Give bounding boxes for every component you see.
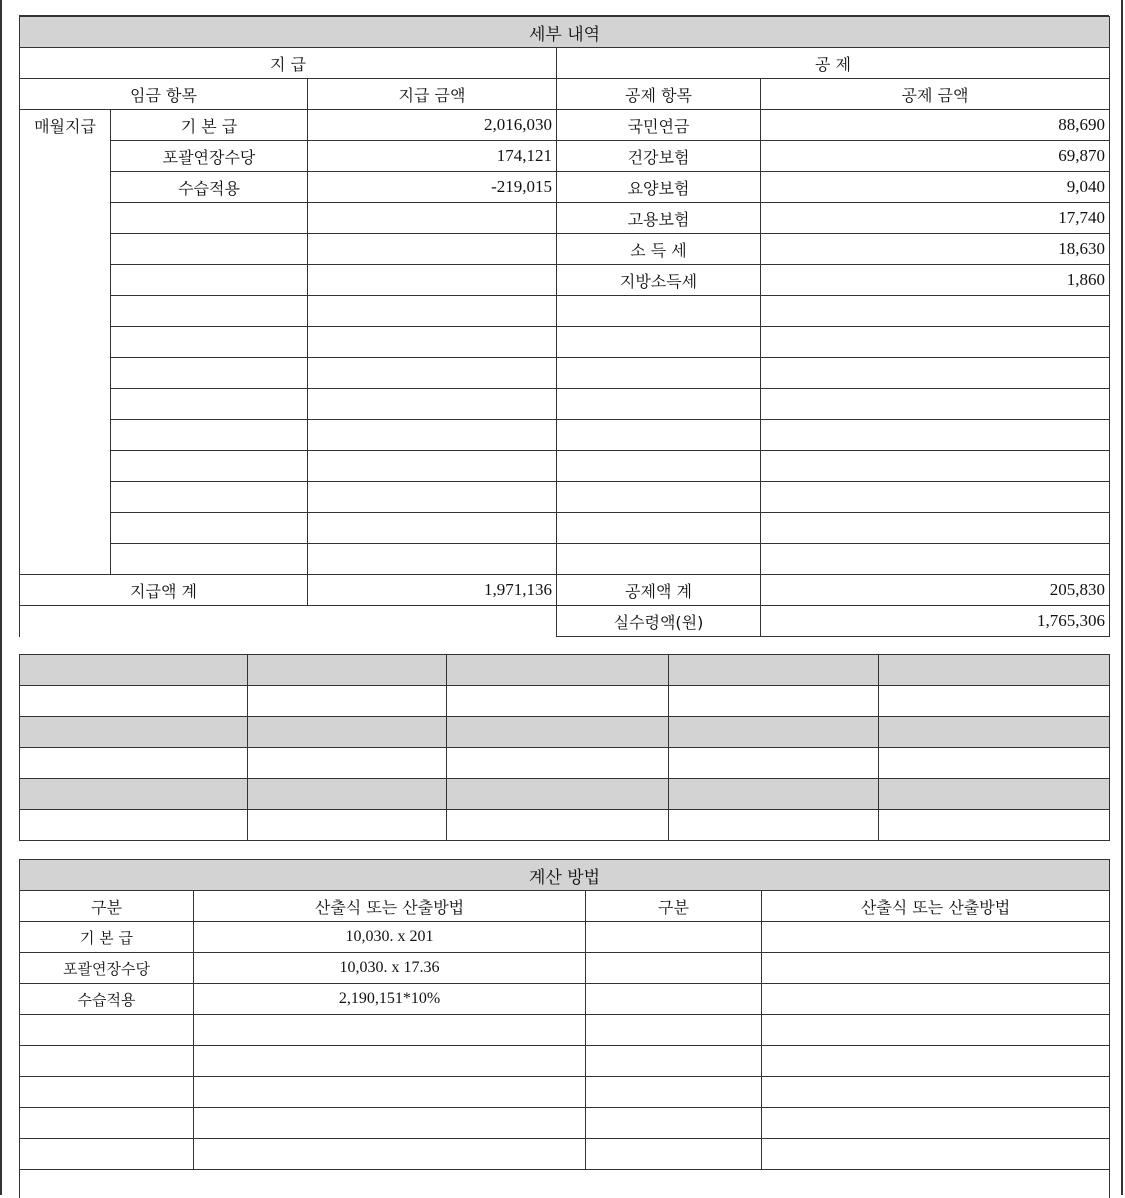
calc-footer-row (20, 1170, 1110, 1198)
empty-row (20, 389, 1110, 420)
empty-row (20, 296, 1110, 327)
calc-category: 기 본 급 (20, 922, 194, 953)
empty-row (20, 451, 1110, 482)
deduct-total: 205,830 (761, 575, 1110, 606)
calc-category: 포괄연장수당 (20, 953, 194, 984)
pay-item (111, 203, 308, 234)
deduct-amount: 1,860 (761, 265, 1110, 296)
pay-item: 기 본 급 (111, 110, 308, 141)
calc-table (19, 859, 1110, 1198)
pay-header: 지 급 (20, 48, 557, 79)
pay-amount (308, 203, 557, 234)
empty-row (20, 420, 1110, 451)
detail-row (20, 110, 1110, 141)
calc-empty-row (20, 1139, 1110, 1170)
net-amount: 1,765,306 (761, 606, 1110, 637)
empty-row (20, 544, 1110, 575)
grid-row (20, 748, 1110, 779)
deduct-item: 건강보험 (557, 141, 761, 172)
monthly-label: 매월지급 (20, 110, 111, 575)
pay-item (111, 234, 308, 265)
calc-col-formula-2: 산출식 또는 산출방법 (762, 891, 1110, 922)
deduct-amount: 69,870 (761, 141, 1110, 172)
calc-row (20, 953, 1110, 984)
deduct-item: 요양보험 (557, 172, 761, 203)
deduct-amount: 18,630 (761, 234, 1110, 265)
deduct-item: 소 득 세 (557, 234, 761, 265)
calc-row (20, 922, 1110, 953)
grid-row (20, 810, 1110, 841)
empty-row (20, 327, 1110, 358)
calc-category: 수습적용 (20, 984, 194, 1015)
empty-row (20, 482, 1110, 513)
pay-amount: 2,016,030 (308, 110, 557, 141)
calc-title: 계산 방법 (20, 860, 1110, 891)
grid-row (20, 717, 1110, 748)
detail-title: 세부 내역 (20, 17, 1110, 48)
detail-row (20, 234, 1110, 265)
deduct-total-label: 공제액 계 (557, 575, 761, 606)
calc-row (20, 984, 1110, 1015)
calc-empty-row (20, 1046, 1110, 1077)
pay-item: 수습적용 (111, 172, 308, 203)
grid-row (20, 779, 1110, 810)
empty-row (20, 513, 1110, 544)
deduct-amount: 9,040 (761, 172, 1110, 203)
totals-row (20, 575, 1110, 606)
pay-amount: -219,015 (308, 172, 557, 203)
calc-formula: 10,030. x 17.36 (194, 953, 586, 984)
calc-empty-row (20, 1015, 1110, 1046)
deduct-amount: 88,690 (761, 110, 1110, 141)
deduct-header: 공 제 (557, 48, 1110, 79)
deduct-item: 고용보험 (557, 203, 761, 234)
col-pay-amount: 지급 금액 (308, 79, 557, 110)
left-border (0, 0, 2, 1195)
col-deduct-amount: 공제 금액 (761, 79, 1110, 110)
grid-row (20, 686, 1110, 717)
blank-grid (19, 654, 1110, 841)
deduct-item: 국민연금 (557, 110, 761, 141)
empty-row (20, 358, 1110, 389)
net-row (20, 606, 1110, 637)
calc-formula: 2,190,151*10% (194, 984, 586, 1015)
detail-row (20, 203, 1110, 234)
pay-item: 포괄연장수당 (111, 141, 308, 172)
calc-col-formula: 산출식 또는 산출방법 (194, 891, 586, 922)
col-deduct-item: 공제 항목 (557, 79, 761, 110)
pay-amount (308, 234, 557, 265)
detail-row (20, 265, 1110, 296)
detail-row (20, 141, 1110, 172)
col-wage-item: 임금 항목 (20, 79, 308, 110)
pay-amount: 174,121 (308, 141, 557, 172)
right-border (1121, 0, 1123, 1195)
calc-empty-row (20, 1108, 1110, 1139)
deduct-item: 지방소득세 (557, 265, 761, 296)
pay-item (111, 265, 308, 296)
deduct-amount: 17,740 (761, 203, 1110, 234)
grid-row (20, 655, 1110, 686)
calc-col-category: 구분 (20, 891, 194, 922)
pay-amount (308, 265, 557, 296)
detail-row (20, 172, 1110, 203)
net-label: 실수령액(원) (557, 606, 761, 637)
detail-table (19, 16, 1110, 637)
calc-col-category-2: 구분 (586, 891, 762, 922)
calc-formula: 10,030. x 201 (194, 922, 586, 953)
pay-total-label: 지급액 계 (20, 575, 308, 606)
pay-total: 1,971,136 (308, 575, 557, 606)
calc-empty-row (20, 1077, 1110, 1108)
